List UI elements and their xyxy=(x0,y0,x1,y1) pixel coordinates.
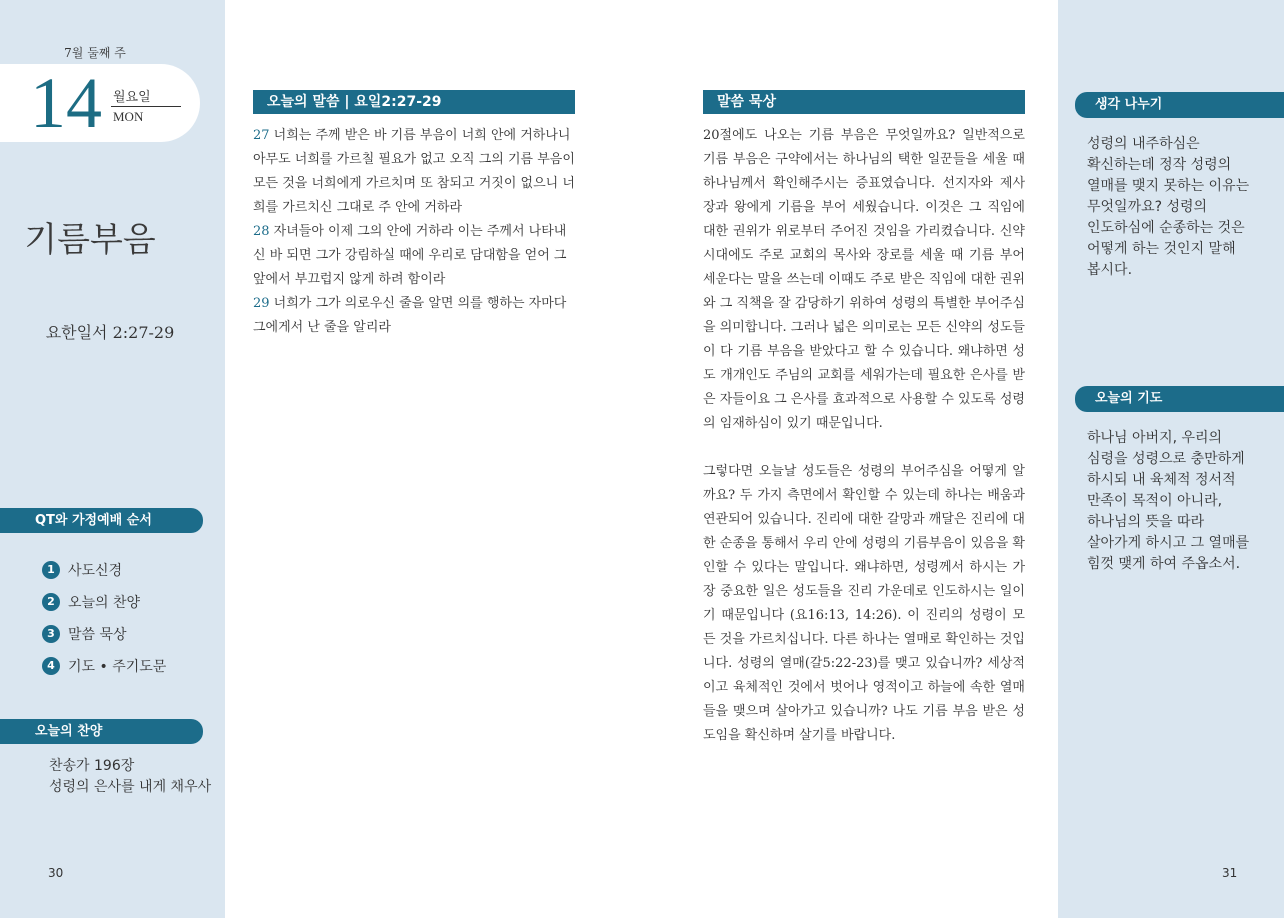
order-item-label: 사도신경 xyxy=(68,563,123,579)
share-heading: 생각 나누기 xyxy=(1075,92,1284,118)
hymn-title: 성령의 은사를 내게 채우사 xyxy=(49,779,212,795)
list-item xyxy=(42,554,166,586)
hymn-info xyxy=(49,756,211,798)
number-badge: 2 xyxy=(42,593,60,611)
verse xyxy=(253,292,575,340)
verse-number: 29 xyxy=(253,296,270,311)
scripture-heading: 오늘의 말씀 | 요일2:27-29 xyxy=(253,90,575,114)
prayer-text: 하나님 아버지, 우리의 심령을 성령으로 충만하게 하시되 내 육체적 정서적 만족이 목적이 아니라, 하나님의 뜻을 따라 살아가게 하시고 그 열매를 힘껏 맺게 하여 주옵소서. xyxy=(1087,430,1250,572)
share-text: 성령의 내주하심은 확신하는데 정작 성령의 열매를 맺지 못하는 이유는 무엇일까요? 성령의 인도하심에 순종하는 것은 어떻게 하는 것인지 말해 봅시다. xyxy=(1087,136,1250,278)
verse xyxy=(253,220,575,292)
order-list xyxy=(42,554,166,682)
scripture-text xyxy=(253,124,575,340)
page-title: 기름부음 xyxy=(24,220,156,260)
page-number-right: 31 xyxy=(1222,866,1238,880)
hymn-heading: 오늘의 찬양 xyxy=(0,719,203,744)
verse xyxy=(253,124,575,220)
list-item xyxy=(42,618,166,650)
meditation-heading: 말씀 묵상 xyxy=(703,90,1025,114)
verse-text: 너희가 그가 의로우신 줄을 알면 의를 행하는 자마다 그에게서 난 줄을 알리라 xyxy=(253,296,567,335)
order-heading: QT와 가정예배 순서 xyxy=(0,508,203,533)
verse-number: 27 xyxy=(253,128,270,143)
number-badge: 4 xyxy=(42,657,60,675)
list-item xyxy=(42,586,166,618)
order-item-label: 말씀 묵상 xyxy=(68,627,127,643)
meditation-paragraph: 그렇다면 오늘날 성도들은 성령의 부어주심을 어떻게 알까요? 두 가지 측면에서 확인할 수 있는데 하나는 배움과 연관되어 있습니다. 진리에 대한 갈망과 깨달은 진리에 대한 순종을 통해서 우리 안에 성령의 기름부음이 있음을 확인할 수 있다는 말입니다. 왜냐하면, 성령께서 하시는 가장 중요한 일은 성도들을 진리 가운데로 인도하시는 일이기 때문입니다 (요16:13, 14:26). 이 진리의 성령이 모든 것을 가르치십니다. 다른 하나는 열매로 확인하는 것입니다. 성령의 열매(갈5:22-23)를 맺고 있습니까? 세상적이고 육체적인 것에서 벗어나 영적이고 하늘에 속한 열매들을 맺으며 살아가고 있습니까? 나도 기름 부음 받은 성도임을 확신하며 살기를 바랍니다. xyxy=(703,464,1025,743)
verse-text: 자녀들아 이제 그의 안에 거하라 이는 주께서 나타내신 바 되면 그가 강림하실 때에 우리로 담대함을 얻어 그 앞에서 부끄럽지 않게 하려 함이라 xyxy=(253,224,567,287)
verse-number: 28 xyxy=(253,224,270,239)
week-label: 7월 둘째 주 xyxy=(64,46,126,60)
list-item xyxy=(42,650,166,682)
meditation-text xyxy=(703,124,1025,748)
hymn-number: 찬송가 196장 xyxy=(49,758,135,774)
day-divider xyxy=(111,106,181,107)
day-english: MON xyxy=(113,109,144,124)
order-item-label: 기도 • 주기도문 xyxy=(68,659,167,675)
number-badge: 1 xyxy=(42,561,60,579)
meditation-paragraph: 20절에도 나오는 기름 부음은 무엇일까요? 일반적으로 기름 부음은 구약에서는 하나님의 택한 일꾼들을 세울 때 하나님께서 확인해주시는 증표였습니다. 선지자와 제사장과 왕에게 기름을 부어 세웠습니다. 이것은 그 직임에 대한 권위가 위로부터 주어진 것임을 가리켰습니다. 신약시대에도 주로 교회의 목사와 장로를 세울 때 기름 부어 세운다는 말을 쓰는데 이때도 주로 받은 직임에 대한 권위와 그 직책을 잘 감당하기 위하여 성령의 특별한 부어주심을 의미합니다. 그러나 넓은 의미로는 모든 신약의 성도들이 다 기름 부음을 받았다고 할 수 있습니다. 왜냐하면 성도 개개인도 주님의 교회를 세워가는데 필요한 은사를 받은 자들이요 그 은사를 효과적으로 사용할 수 있도록 성령의 임재하심이 있기 때문입니다. xyxy=(703,128,1025,431)
date-number: 14 xyxy=(30,63,102,143)
page-number-left: 30 xyxy=(48,866,64,880)
order-item-label: 오늘의 찬양 xyxy=(68,595,141,611)
prayer-heading: 오늘의 기도 xyxy=(1075,386,1284,412)
verse-text: 너희는 주께 받은 바 기름 부음이 너희 안에 거하나니 아무도 너희를 가르칠 필요가 없고 오직 그의 기름 부음이 모든 것을 너희에게 가르치며 또 참되고 거짓이 없으니 너희를 가르치신 그대로 주 안에 거하라 xyxy=(253,128,575,215)
day-korean: 월요일 xyxy=(113,90,151,105)
number-badge: 3 xyxy=(42,625,60,643)
scripture-reference: 요한일서 2:27-29 xyxy=(45,323,175,342)
